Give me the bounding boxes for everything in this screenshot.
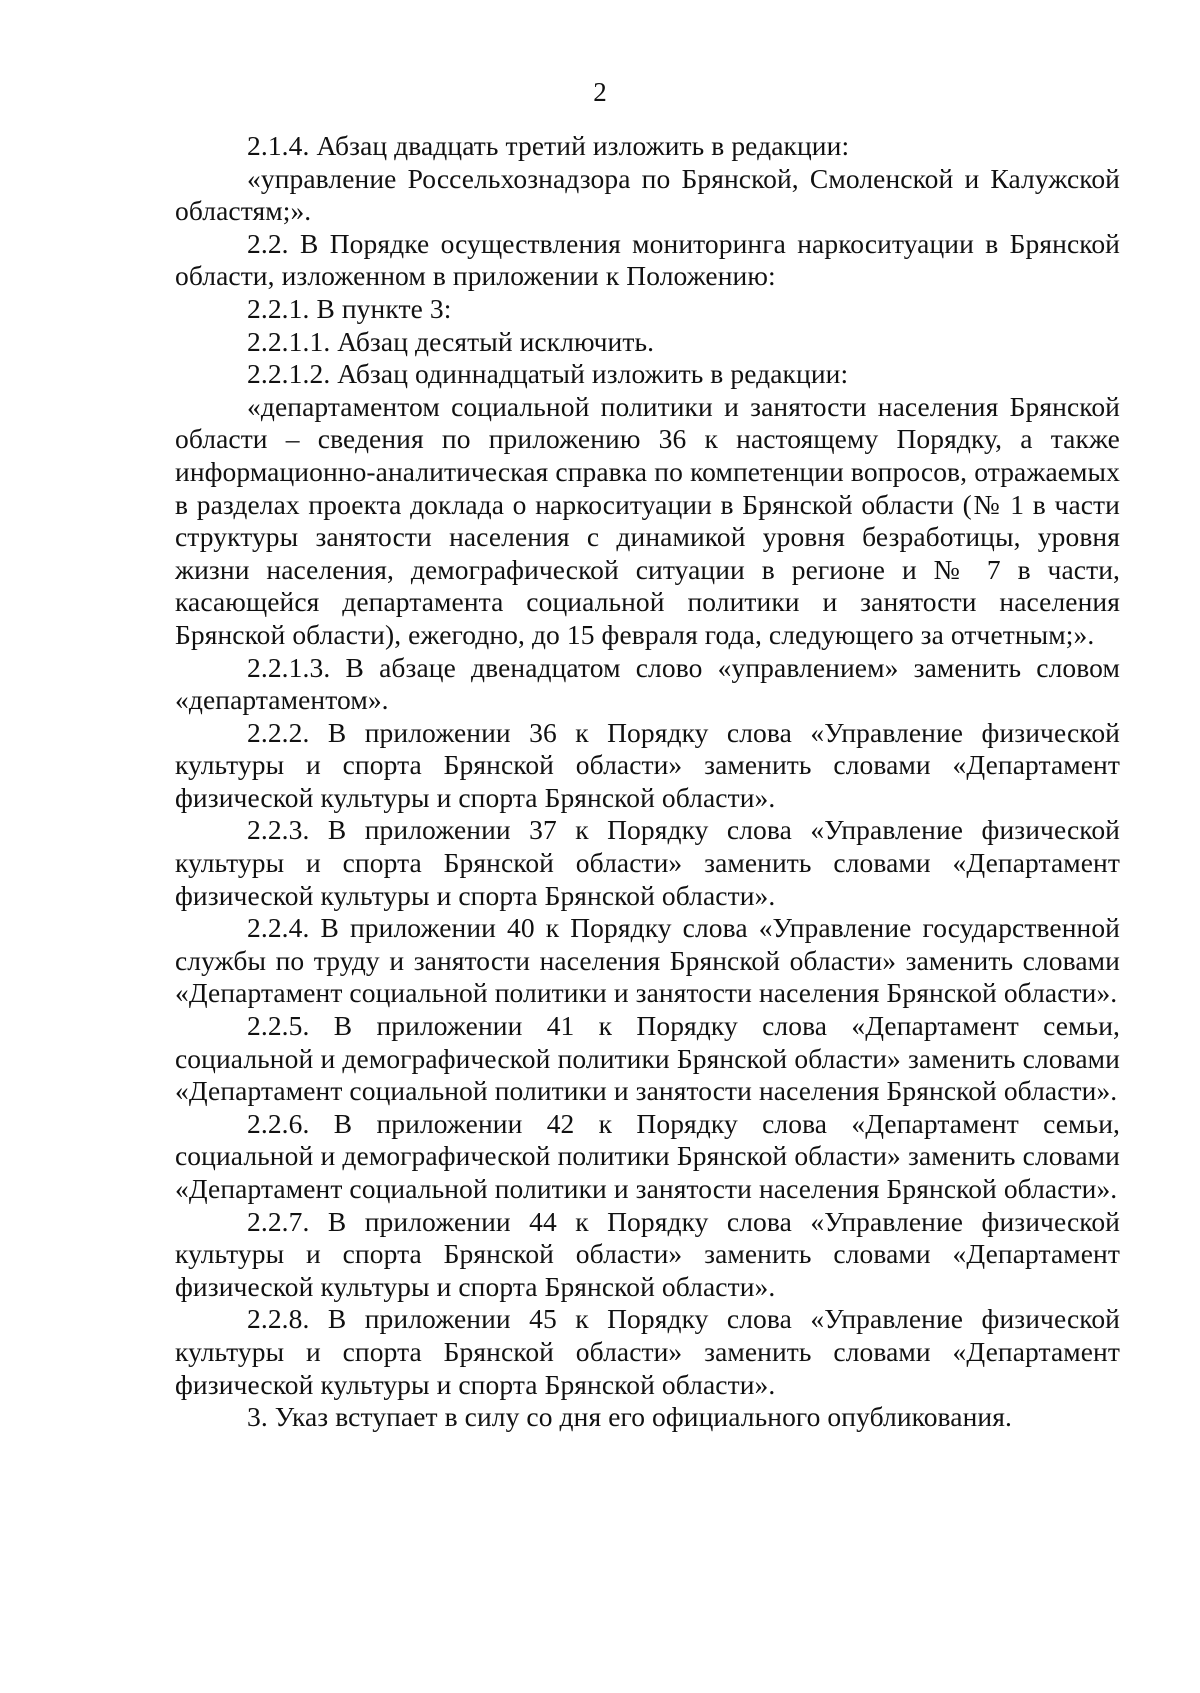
paragraph-quote-rosselkhoznadzor: «управление Россельхознадзора по Брянской, Смоленской и Калужской областям;». bbox=[175, 162, 1120, 227]
paragraph-2-1-4: 2.1.4. Абзац двадцать третий изложить в редакции: bbox=[247, 130, 850, 161]
paragraph-3-effective-date: 3. Указ вступает в силу со дня его официального опубликования. bbox=[247, 1401, 1012, 1433]
document-body bbox=[175, 130, 1120, 1434]
paragraph-2-2: 2.2. В Порядке осуществления мониторинга наркоситуации в Брянской области, изложенном в приложении к Положению: bbox=[175, 227, 1120, 292]
paragraph-2-2-2: 2.2.2. В приложении 36 к Порядку слова «Управление физической культуры и спорта Брянской области» заменить словами «Департамент физической культуры и спорта Брянской области». bbox=[175, 716, 1120, 813]
paragraph-2-2-1: 2.2.1. В пункте 3: bbox=[247, 292, 452, 324]
paragraph-2-2-6: 2.2.6. В приложении 42 к Порядку слова «Департамент семьи, социальной и демографической политики Брянской области» заменить словами «Департамент социальной политики и занятости населения Брянской области». bbox=[175, 1107, 1120, 1204]
paragraph-2-2-1-1: 2.2.1.1. Абзац десятый исключить. bbox=[247, 325, 655, 357]
paragraph-2-2-5: 2.2.5. В приложении 41 к Порядку слова «Департамент семьи, социальной и демографической политики Брянской области» заменить словами «Департамент социальной политики и занятости населения Брянской области». bbox=[175, 1010, 1120, 1107]
page-number: 2 bbox=[593, 77, 607, 107]
paragraph-2-2-4: 2.2.4. В приложении 40 к Порядку слова «Управление государственной службы по труду и занятости населения Брянской области» заменить словами «Департамент социальной политики и занятости населения Брянской области». bbox=[175, 912, 1120, 1009]
paragraph-2-2-7: 2.2.7. В приложении 44 к Порядку слова «Управление физической культуры и спорта Брянской области» заменить словами «Департамент физической культуры и спорта Брянской области». bbox=[175, 1205, 1120, 1302]
paragraph-2-2-8: 2.2.8. В приложении 45 к Порядку слова «Управление физической культуры и спорта Брянской области» заменить словами «Департамент физической культуры и спорта Брянской области». bbox=[175, 1303, 1120, 1400]
paragraph-2-2-1-2: 2.2.1.2. Абзац одиннадцатый изложить в редакции: bbox=[247, 358, 849, 390]
paragraph-2-2-1-3: 2.2.1.3. В абзаце двенадцатом слово «управлением» заменить словом «департаментом». bbox=[175, 651, 1120, 716]
paragraph-2-2-3: 2.2.3. В приложении 37 к Порядку слова «Управление физической культуры и спорта Брянской области» заменить словами «Департамент физической культуры и спорта Брянской области». bbox=[175, 814, 1120, 911]
paragraph-quote-department: «департаментом социальной политики и занятости населения Брянской области – сведения по приложению 36 к настоящему Порядку, а также информационно-аналитическая справка по компетенции вопросов, отражаемых в разделах проекта доклада о наркоситуации в Брянской области (№ 1 в части структуры занятости населения с динамикой уровня безработицы, уровня жизни населения, демографической ситуации в регионе и № 7 в части, касающейся департамента социальной политики и занятости населения Брянской области), ежегодно, до 15 февраля года, следующего за отчетным;». bbox=[175, 390, 1120, 650]
